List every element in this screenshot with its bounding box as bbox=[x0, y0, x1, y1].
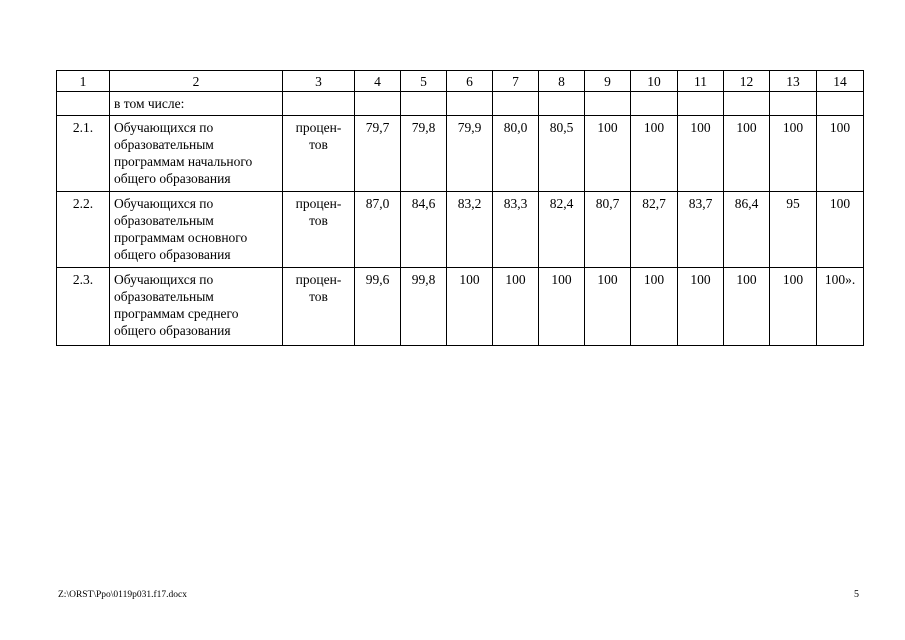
value-cell: 84,6 bbox=[401, 192, 447, 268]
value-cell: 82,4 bbox=[539, 192, 585, 268]
row-number: 2.1. bbox=[57, 116, 110, 192]
value-cell: 100 bbox=[585, 268, 631, 346]
table-row bbox=[57, 192, 864, 268]
value-cell: 99,6 bbox=[355, 268, 401, 346]
value-cell: 100 bbox=[631, 268, 678, 346]
empty-cell bbox=[493, 92, 539, 116]
value-cell: 80,7 bbox=[585, 192, 631, 268]
column-number: 9 bbox=[585, 71, 631, 92]
value-cell: 79,9 bbox=[447, 116, 493, 192]
value-cell: 80,5 bbox=[539, 116, 585, 192]
value-cell: 100 bbox=[493, 268, 539, 346]
page-number: 5 bbox=[854, 589, 859, 600]
column-number: 12 bbox=[724, 71, 770, 92]
row-name: Обучающихся по образовательным программам начального общего образования bbox=[110, 116, 283, 192]
value-cell: 86,4 bbox=[724, 192, 770, 268]
column-number: 11 bbox=[678, 71, 724, 92]
row-name: Обучающихся по образовательным программам среднего общего образования bbox=[110, 268, 283, 346]
empty-cell bbox=[678, 92, 724, 116]
empty-cell bbox=[283, 92, 355, 116]
row-number: 2.3. bbox=[57, 268, 110, 346]
column-number: 13 bbox=[770, 71, 817, 92]
row-unit: процен-тов bbox=[283, 192, 355, 268]
empty-cell bbox=[401, 92, 447, 116]
value-cell: 100 bbox=[770, 116, 817, 192]
column-number: 3 bbox=[283, 71, 355, 92]
empty-cell bbox=[57, 92, 110, 116]
value-cell: 100 bbox=[724, 116, 770, 192]
value-cell: 99,8 bbox=[401, 268, 447, 346]
empty-cell bbox=[770, 92, 817, 116]
empty-cell bbox=[817, 92, 864, 116]
empty-cell bbox=[355, 92, 401, 116]
column-number: 8 bbox=[539, 71, 585, 92]
row-number: 2.2. bbox=[57, 192, 110, 268]
empty-cell bbox=[447, 92, 493, 116]
column-number: 10 bbox=[631, 71, 678, 92]
empty-cell bbox=[585, 92, 631, 116]
value-cell: 100 bbox=[678, 268, 724, 346]
column-number: 4 bbox=[355, 71, 401, 92]
empty-cell bbox=[539, 92, 585, 116]
empty-cell bbox=[724, 92, 770, 116]
column-number: 2 bbox=[110, 71, 283, 92]
column-number-row bbox=[57, 71, 864, 92]
empty-cell bbox=[631, 92, 678, 116]
value-cell: 95 bbox=[770, 192, 817, 268]
column-number: 5 bbox=[401, 71, 447, 92]
subheader-label: в том числе: bbox=[110, 92, 283, 116]
value-cell: 100 bbox=[678, 116, 724, 192]
subheader-row bbox=[57, 92, 864, 116]
value-cell: 100 bbox=[770, 268, 817, 346]
value-cell: 79,7 bbox=[355, 116, 401, 192]
value-cell: 100 bbox=[539, 268, 585, 346]
row-unit: процен-тов bbox=[283, 116, 355, 192]
value-cell: 79,8 bbox=[401, 116, 447, 192]
value-cell: 87,0 bbox=[355, 192, 401, 268]
column-number: 14 bbox=[817, 71, 864, 92]
value-cell: 100 bbox=[817, 116, 864, 192]
value-cell: 100 bbox=[585, 116, 631, 192]
table-row bbox=[57, 116, 864, 192]
column-number: 7 bbox=[493, 71, 539, 92]
file-path: Z:\ORST\Ppo\0119p031.f17.docx bbox=[58, 590, 187, 600]
value-cell: 100 bbox=[631, 116, 678, 192]
value-cell: 100». bbox=[817, 268, 864, 346]
value-cell: 100 bbox=[724, 268, 770, 346]
table-row bbox=[57, 268, 864, 346]
value-cell: 83,7 bbox=[678, 192, 724, 268]
row-unit: процен-тов bbox=[283, 268, 355, 346]
value-cell: 83,2 bbox=[447, 192, 493, 268]
indicator-table bbox=[56, 70, 864, 346]
column-number: 6 bbox=[447, 71, 493, 92]
value-cell: 82,7 bbox=[631, 192, 678, 268]
value-cell: 83,3 bbox=[493, 192, 539, 268]
value-cell: 80,0 bbox=[493, 116, 539, 192]
column-number: 1 bbox=[57, 71, 110, 92]
value-cell: 100 bbox=[447, 268, 493, 346]
value-cell: 100 bbox=[817, 192, 864, 268]
row-name: Обучающихся по образовательным программам основного общего образования bbox=[110, 192, 283, 268]
